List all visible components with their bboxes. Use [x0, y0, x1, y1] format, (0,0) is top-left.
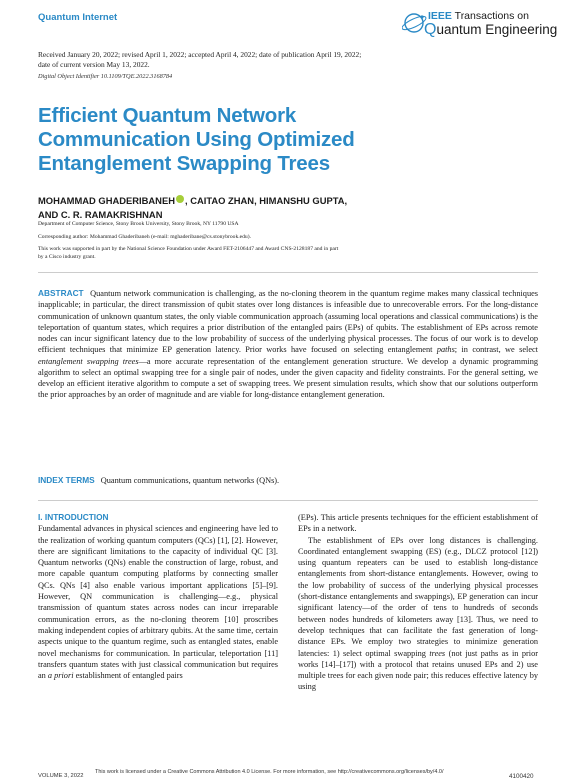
title-line-3: Entanglement Swapping Trees [38, 152, 330, 175]
intro-left-text-2: establishment of entangled pairs [73, 671, 183, 681]
intro-paragraph-2: (EPs). This article presents techniques for the efficient establishment of EPs in a network. [298, 513, 538, 534]
logo-journal-name: uantum Engineering [436, 22, 558, 37]
journal-section-tag: Quantum Internet [38, 12, 118, 23]
index-terms-heading: INDEX TERMS [38, 475, 95, 485]
funding-line-1: This work was supported in part by the National Science Foundation under Award FET-2106447 and Award CNS-2128187 and in part [38, 246, 339, 252]
index-terms [38, 475, 538, 486]
logo-q-letter: Q [424, 21, 437, 38]
divider-top [38, 272, 538, 273]
abstract-text-1: Quantum network communication is challenging, as the no-cloning theorem in the quantum regime makes many classical techniques inapplicable; in particular, the direct transmission of qubit states over long distances is infeasible due to unrecoverable errors. For the long-distance communication of unknown quantum states, the only viable communication approach (assuming local operations and classical communications) is the teleportation of quantum states, which requires a prior distribution of the entangled pairs (EPs) of qubits. The establishment of EPs across remote nodes can incur significant latency due to the low probability of success of the underlying physical processes. The focus of our work is to develop efficient techniques that minimize EP generation latency. Prior works have focused on selecting entanglement [38, 289, 539, 355]
divider-bottom [38, 500, 538, 501]
intro-left-text-1: Fundamental advances in physical sciences and engineering have led to the realization of working quantum computers (QCs) [1], [2]. However, there are significant limitations to the capacity of individual QC [3]. Quantum networks (QNs) enable the construction of large, robust, and more capable quantum computing platforms by connecting smaller QCs. QNs [4] also enable various important applications [5]–[9]. However, QN communication is challenging—e.g., physical transmission of quantum states across nodes can incur irreparable communication errors, as the no-cloning theorem [10] proscribes making independent copies of arbitrary qubits. At the same time, certain aspects unique to the quantum regime, such as entangled states, enable novel mechanisms for communication. In particular, teleportation [11] transfers quantum states with just classical communication but requires an [38, 524, 278, 681]
logo-ieee-text: IEEE [428, 10, 452, 22]
publication-dates [38, 50, 398, 70]
dates-line-2: date of current version May 13, 2022. [38, 60, 150, 69]
abstract-heading: ABSTRACT [38, 288, 84, 298]
abstract-text-3: —a more accurate representation of the entanglement generation structure. We develop a dynamic programming algorithm to select an optimal swapping tree for a single pair of nodes, under the given capacity and fidelity constraints. For the general setting, we develop an efficient iterative algorithm to compute a set of swapping trees. We present simulation results, which show that our solutions outperform the prior approaches by an order of magnitude and are viable for long-distance entanglement generation. [38, 356, 538, 400]
abstract-block [38, 288, 538, 401]
logo-line-2 [424, 21, 557, 39]
author-list [38, 194, 378, 222]
paper-title [38, 104, 368, 176]
affiliation: Department of Computer Science, Stony Brook University, Stony Brook, NY 11790 USA [38, 221, 239, 227]
intro-right-emphasis: trees [429, 648, 446, 658]
orcid-icon[interactable] [176, 195, 184, 203]
author-first: MOHAMMAD GHADERIBANEH [38, 195, 175, 206]
footer-page-number: 4100420 [509, 773, 534, 780]
funding-line-2: by a Cisco industry grant. [38, 253, 96, 260]
abstract-emphasis-paths: paths [436, 345, 455, 355]
title-line-1: Efficient Quantum Network [38, 104, 297, 127]
intro-paragraph-1 [38, 523, 278, 681]
abstract-text-2: ; in contrast, we select [454, 345, 538, 355]
body-left-column [38, 512, 278, 681]
authors-line-2: AND C. R. RAMAKRISHNAN [38, 209, 163, 220]
footer-volume: VOLUME 3, 2022 [38, 773, 84, 779]
title-line-2: Communication Using Optimized [38, 128, 355, 151]
body-right-column [298, 512, 538, 693]
intro-paragraph-3 [298, 535, 538, 693]
ieee-journal-logo [402, 8, 558, 42]
intro-right-text-2: (not just paths as in prior works [14]–[17]) with a protocol that retains unused EPs and 2) use multiple trees for each given node pair; this reduces effective latency by using [298, 648, 538, 692]
footer-license[interactable]: This work is licensed under a Creative Commons Attribution 4.0 License. For more information, see http://creativecommons.org/licenses/by/4.0/ [95, 769, 444, 775]
intro-right-text-1: The establishment of EPs over long distances is challenging. Coordinated entanglement swapping (ES) (e.g., DLCZ protocol [12]) using quantum repeaters can be used to establish long-distance entanglements from short-distance entanglements. However, owing to the low probability of success of the underlying physical processes (short-distance entanglements and swappings), EP generation can incur significant latency—of the order of tens to hundreds of seconds between nodes hundreds of kilometers away [13]. Thus, we need to develop techniques that can facilitate the fast generation of long-distance EPs. We employ two strategies to minimize generation latencies: 1) select optimal swapping [298, 535, 538, 658]
intro-left-emphasis: a priori [47, 671, 74, 681]
abstract-emphasis-trees: entanglement swapping trees [38, 356, 139, 366]
funding-note [38, 246, 458, 261]
index-terms-text: Quantum communications, quantum networks (QNs). [100, 476, 280, 485]
logo-transactions-text: Transactions on [451, 10, 529, 22]
doi-text: Digital Object Identifier 10.1109/TQE.2022.3168784 [38, 73, 173, 80]
authors-rest: , CAITAO ZHAN, HIMANSHU GUPTA, [184, 195, 348, 206]
dates-line-1: Received January 20, 2022; revised April 1, 2022; accepted April 4, 2022; date of publication April 19, 2022; [38, 50, 362, 59]
section-heading-introduction: I. INTRODUCTION [38, 512, 109, 522]
corresponding-author: Corresponding author: Mohammad Ghaderibaneh (e-mail: mghaderibane@cs.stonybrook.edu). [38, 234, 251, 240]
